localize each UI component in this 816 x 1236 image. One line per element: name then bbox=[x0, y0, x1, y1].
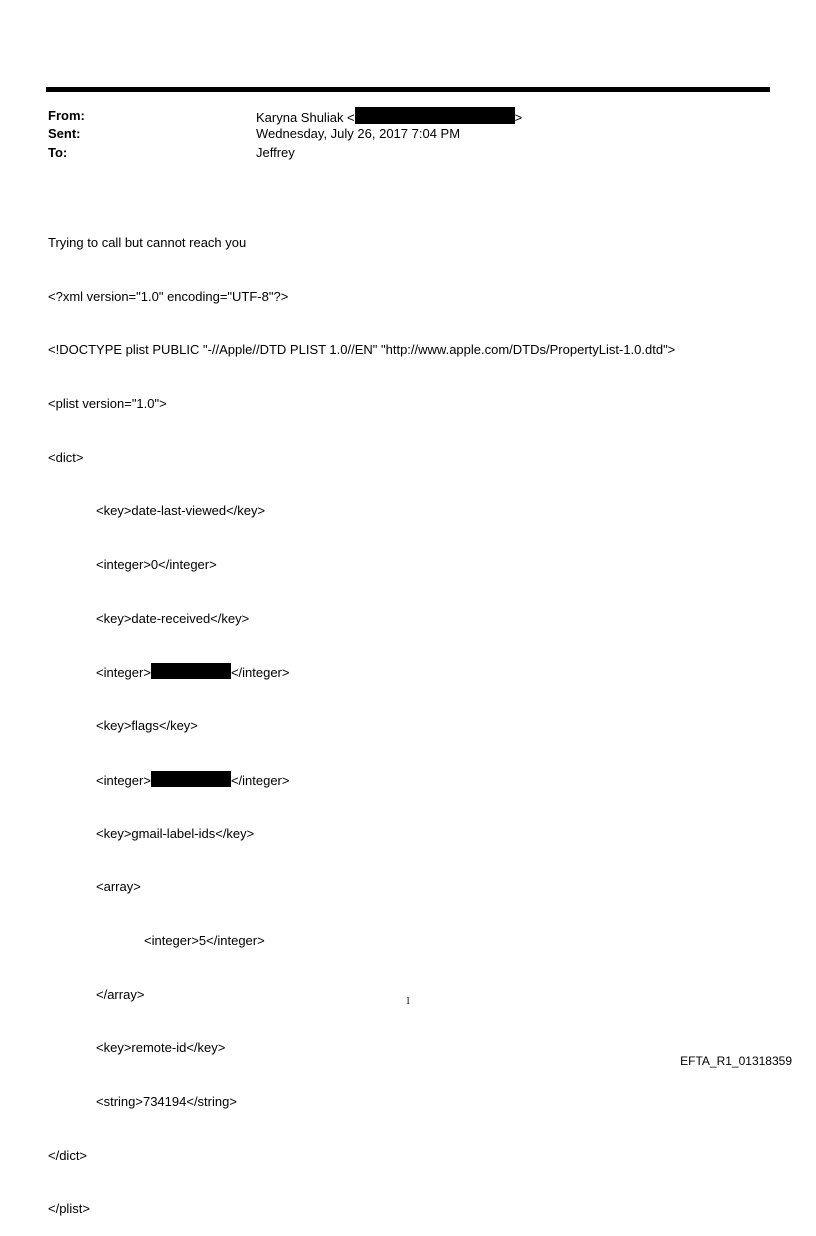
body-line: <string>734194</string> bbox=[96, 1094, 237, 1110]
body-line: <key>date-received</key> bbox=[96, 610, 250, 626]
page-number: 1 bbox=[405, 996, 411, 1007]
body-line: <?xml version="1.0" encoding="UTF-8"?> bbox=[48, 288, 289, 304]
sent-value: Wednesday, July 26, 2017 7:04 PM bbox=[256, 126, 461, 141]
to-value: Jeffrey bbox=[256, 145, 295, 160]
body-line: <plist version="1.0"> bbox=[48, 395, 167, 411]
integer-open-tag: <integer> bbox=[96, 665, 151, 681]
body-line: <array> bbox=[96, 879, 141, 895]
redaction-box bbox=[151, 663, 231, 679]
body-line: <key>gmail-label-ids</key> bbox=[96, 825, 255, 841]
body-line: Trying to call but cannot reach you bbox=[48, 234, 247, 250]
body-line: </plist> bbox=[48, 1201, 90, 1217]
body-line: <integer>5</integer> bbox=[144, 932, 265, 948]
body-line: </array> bbox=[96, 986, 145, 1002]
header-divider-rule bbox=[46, 87, 770, 92]
body-line-redacted bbox=[48, 771, 675, 789]
from-value bbox=[256, 107, 522, 127]
to-label: To: bbox=[48, 145, 68, 160]
integer-close-tag: </integer> bbox=[230, 665, 290, 681]
from-name: Karyna Shuliak < bbox=[256, 110, 355, 125]
body-line: <!DOCTYPE plist PUBLIC "-//Apple//DTD PLIST 1.0//EN" "http://www.apple.com/DTDs/PropertyList-1.0.dtd"> bbox=[48, 342, 676, 358]
bates-number: EFTA_R1_01318359 bbox=[680, 1054, 792, 1068]
body-line: </dict> bbox=[48, 1147, 88, 1163]
body-line: <key>date-last-viewed</key> bbox=[96, 503, 266, 519]
body-line: <key>flags</key> bbox=[96, 718, 198, 734]
body-line: <dict> bbox=[48, 449, 84, 465]
from-label: From: bbox=[48, 108, 85, 123]
integer-close-tag: </integer> bbox=[230, 772, 290, 788]
body-line: <integer>0</integer> bbox=[96, 557, 217, 573]
sent-label: Sent: bbox=[48, 126, 81, 141]
email-body bbox=[48, 198, 675, 1236]
redaction-box bbox=[355, 107, 515, 124]
from-close: > bbox=[514, 110, 523, 125]
integer-open-tag: <integer> bbox=[96, 772, 151, 788]
body-line-redacted bbox=[48, 663, 675, 681]
body-line: <key>remote-id</key> bbox=[96, 1040, 226, 1056]
redaction-box bbox=[151, 771, 231, 787]
